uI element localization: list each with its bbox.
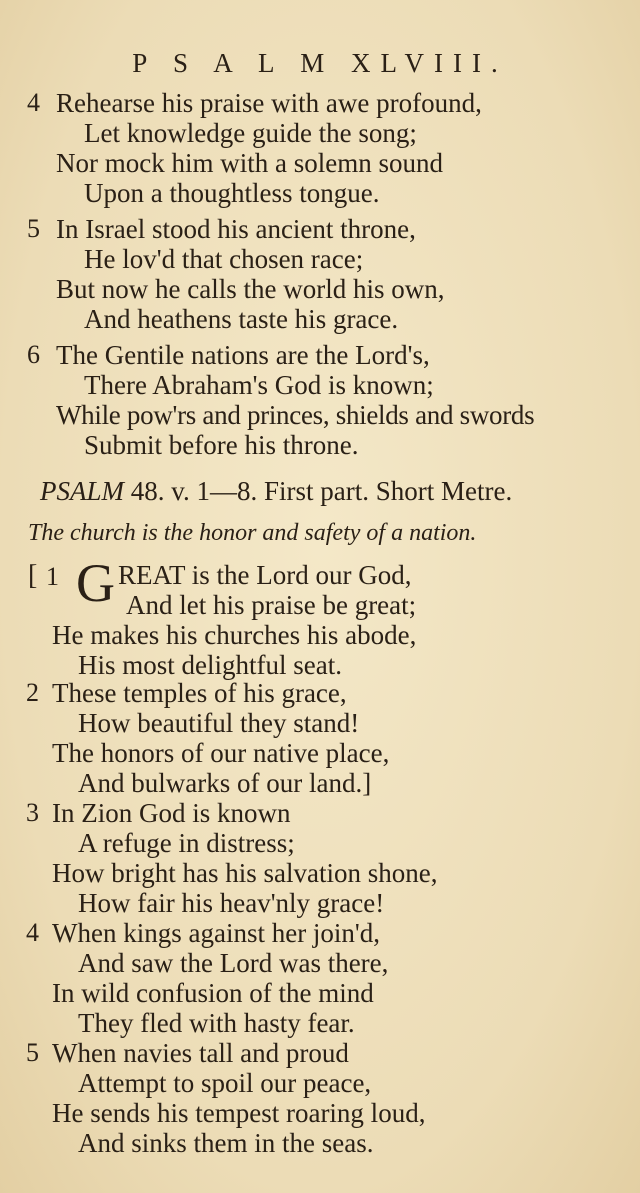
verse-line: The honors of our native place,	[52, 738, 390, 768]
verse-line: How beautiful they stand!	[78, 708, 360, 738]
verse-line: These temples of his grace,	[52, 678, 347, 708]
verse-line: How bright has his salvation shone,	[52, 858, 438, 888]
verse-line: He sends his tempest roaring loud,	[52, 1098, 426, 1128]
verse-line: REAT is the Lord our God,	[118, 560, 412, 590]
psalm-subtitle: The church is the honor and safety of a nation.	[28, 520, 477, 546]
verse-line: And saw the Lord was there,	[78, 948, 389, 978]
verse-line: There Abraham's God is known;	[84, 370, 434, 400]
verse-line: Nor mock him with a solemn sound	[56, 148, 443, 178]
verse-number: 4	[27, 88, 40, 117]
verse-line: But now he calls the world his own,	[56, 274, 445, 304]
verse-number: 6	[27, 340, 40, 369]
verse-line: And sinks them in the seas.	[78, 1128, 374, 1158]
verse-line: A refuge in distress;	[78, 828, 295, 858]
verse-line: He makes his churches his abode,	[52, 620, 417, 650]
running-header: P S A L M XLVIII.	[132, 48, 508, 78]
verse-number: 4	[26, 918, 39, 947]
psalm-title	[40, 476, 512, 507]
verse-line: And heathens taste his grace.	[84, 304, 399, 334]
verse-line: His most delightful seat.	[78, 650, 342, 680]
verse-number: 5	[27, 214, 40, 243]
verse-line: When kings against her join'd,	[52, 918, 381, 948]
open-bracket: [	[28, 560, 38, 591]
verse-line: In Israel stood his ancient throne,	[56, 214, 416, 244]
verse-line: Upon a thoughtless tongue.	[84, 178, 380, 208]
verse-line: Let knowledge guide the song;	[84, 118, 417, 148]
psalm-title-italic: PSALM	[40, 476, 124, 506]
verse-line: And let his praise be great;	[126, 590, 417, 620]
verse-line: The Gentile nations are the Lord's,	[56, 340, 430, 370]
verse-line: While pow'rs and princes, shields and swords	[56, 400, 535, 430]
verse-line: And bulwarks of our land.]	[78, 768, 372, 798]
verse-line: He lov'd that chosen race;	[84, 244, 364, 274]
verse-line: In Zion God is known	[52, 798, 291, 828]
psalm-title-rest: 48. v. 1—8. First part. Short Metre.	[130, 476, 513, 506]
verse-number: 1	[46, 562, 59, 591]
verse-line: Attempt to spoil our peace,	[78, 1068, 372, 1098]
drop-cap: G	[76, 553, 115, 613]
verse-number: 5	[26, 1038, 39, 1067]
verse-line: They fled with hasty fear.	[78, 1008, 355, 1038]
verse-number: 3	[26, 798, 39, 827]
verse-line: In wild confusion of the mind	[52, 978, 374, 1008]
verse-line: When navies tall and proud	[52, 1038, 349, 1068]
verse-line: How fair his heav'nly grace!	[78, 888, 385, 918]
verse-line: Submit before his throne.	[84, 430, 359, 460]
verse-number: 2	[26, 678, 39, 707]
verse-line: Rehearse his praise with awe profound,	[56, 88, 482, 118]
